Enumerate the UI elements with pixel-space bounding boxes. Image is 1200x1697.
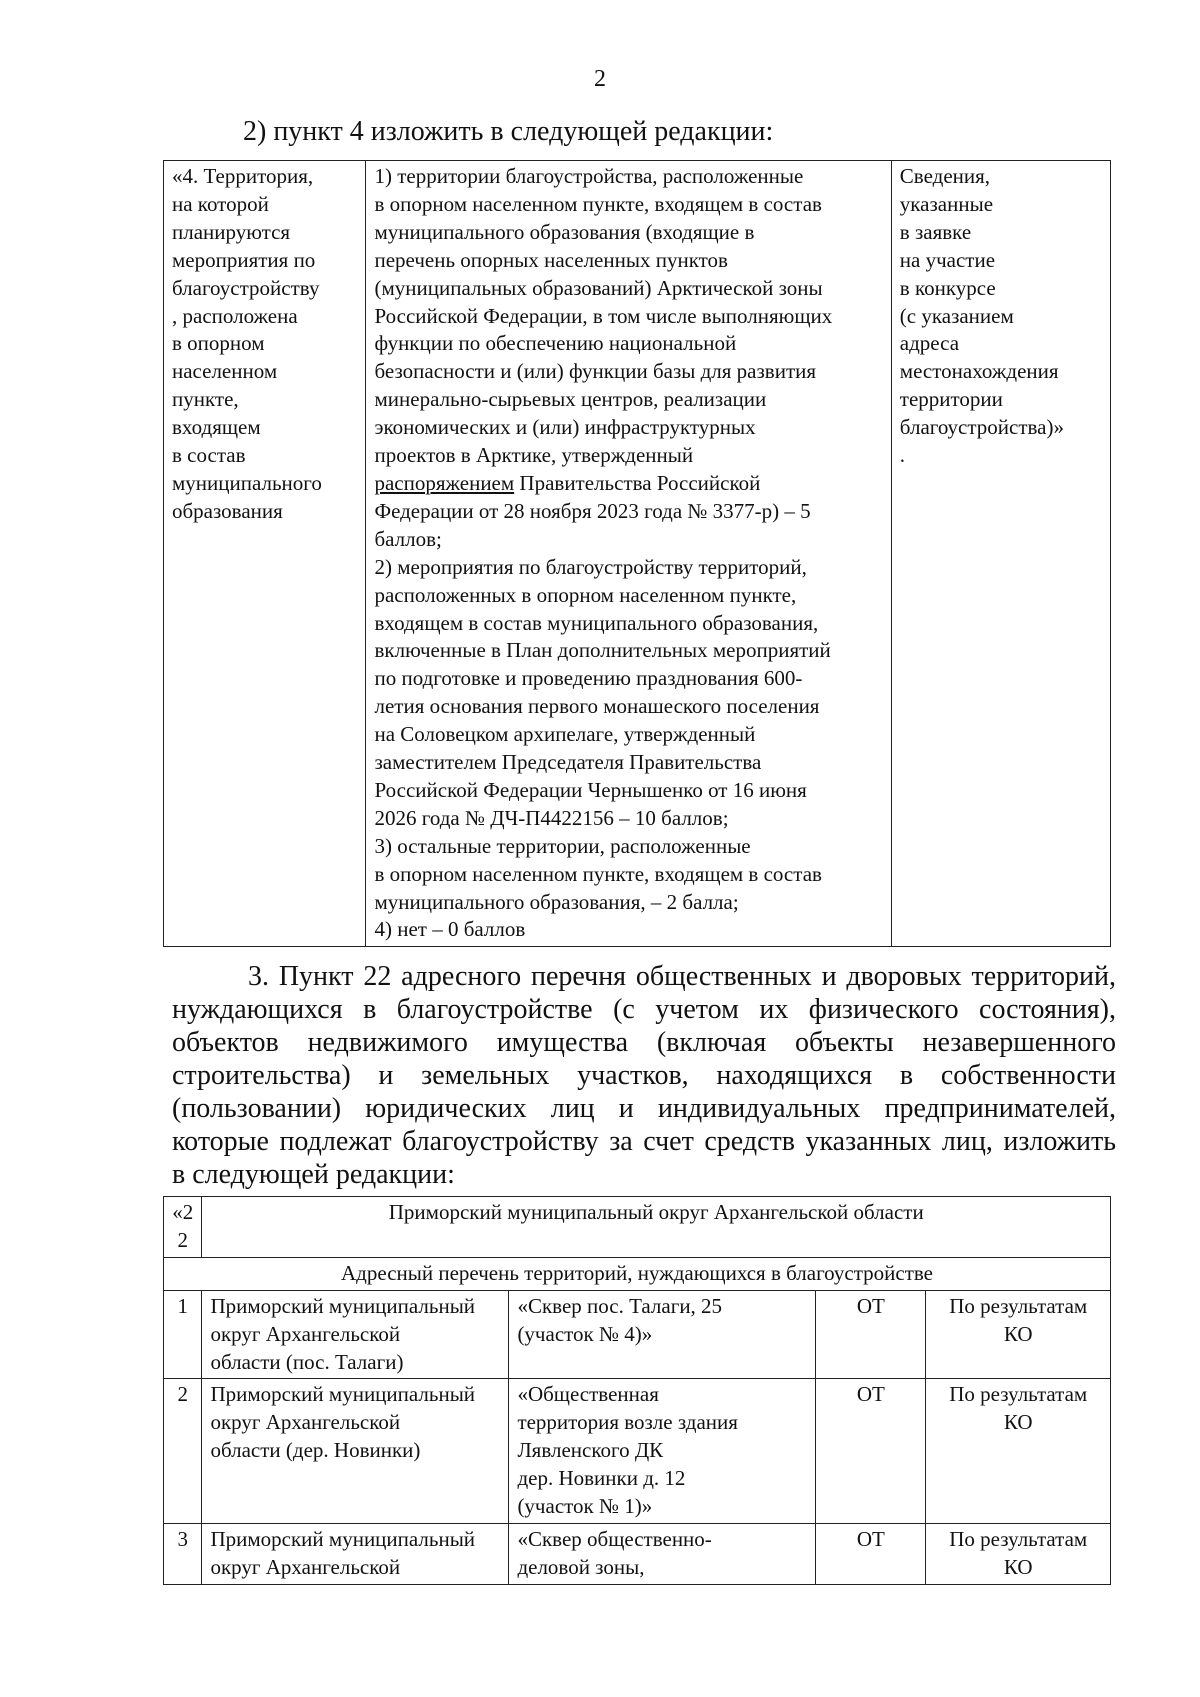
row-type: ОТ: [816, 1290, 926, 1379]
text-line: муниципального: [172, 470, 322, 495]
score-item-2: [374, 554, 882, 833]
text-line: проектов в Арктике, утвержденный: [374, 443, 694, 468]
paragraph-line: которые подлежат благоустройству за счет средств указанных лиц, изложить: [172, 1126, 1116, 1157]
criterion-name-cell: [164, 161, 366, 947]
text-line: области (пос. Талаги): [210, 1349, 404, 1374]
text-line: 1) территории благоустройства, расположенные: [374, 164, 804, 188]
table-row: [164, 1523, 1111, 1584]
text-line: функции по обеспечению национальной: [374, 331, 737, 356]
item-number-cell: «2 2: [164, 1197, 202, 1258]
text-line: безопасности и (или) функции базы для развития: [374, 359, 817, 384]
text-line: Лявленского ДК: [517, 1438, 664, 1463]
row-type: ОТ: [816, 1379, 926, 1524]
text-line: округ Архангельской: [210, 1410, 401, 1435]
row-result: [926, 1523, 1111, 1584]
text-line: на участие: [899, 247, 996, 272]
row-result: [926, 1379, 1111, 1524]
address-list-table: [163, 1196, 1111, 1585]
text-line: минерально-сырьевых центров, реализации: [374, 387, 767, 412]
row-municipality: [202, 1523, 509, 1584]
row-result: [926, 1290, 1111, 1379]
text-line: «4. Территория,: [172, 164, 314, 188]
decree-link-tail: Правительства Российской: [514, 470, 761, 495]
decree-link[interactable]: распоряжением: [374, 470, 515, 495]
text-line: Приморский муниципальный: [210, 1526, 476, 1551]
text-line: По результатам: [949, 1526, 1088, 1551]
text-line: указанные: [899, 191, 994, 216]
text-line: дер. Новинки д. 12: [517, 1466, 686, 1491]
page-number: 2: [594, 66, 606, 92]
text-line: по подготовке и проведению празднования 600-: [374, 666, 803, 691]
text-line: баллов;: [374, 526, 442, 551]
text-line: Российской Федерации, в том числе выполняющих: [374, 303, 833, 328]
text-line: округ Архангельской: [210, 1321, 401, 1346]
text-line: образования: [172, 498, 283, 523]
text-line: входящем: [172, 415, 261, 440]
text-line: деловой зоны,: [517, 1554, 645, 1579]
text-line: КО: [1003, 1321, 1033, 1346]
score-item-3: [374, 833, 882, 917]
text-line: населенном: [172, 359, 278, 384]
text-line: (с указанием: [899, 303, 1014, 328]
paragraph-3-last-line: в следующей редакции:: [172, 1159, 455, 1190]
text-line: (участок № 1)»: [517, 1494, 653, 1519]
paragraph-line: объектов недвижимого имущества (включая объекты незавершенного: [172, 1027, 1116, 1058]
row-object: [509, 1523, 816, 1584]
text-line: Федерации от 28 ноября 2023 года № 3377-р) – 5: [374, 498, 811, 523]
text-line: летия основания первого монашеского поселения: [374, 694, 820, 719]
paragraph-line: строительства) и земельных участков, находящихся в собственности: [172, 1060, 1116, 1091]
text-line: «Общественная: [517, 1382, 659, 1407]
table-row: [164, 1379, 1111, 1524]
text-line: расположенных в опорном населенном пункте,: [374, 582, 797, 607]
list-subtitle-cell: Адресный перечень территорий, нуждающихся в благоустройстве: [164, 1257, 1111, 1290]
text-line: Российской Федерации Чернышенко от 16 июня: [374, 777, 807, 802]
text-line: муниципального образования (входящие в: [374, 219, 755, 244]
score-item-4: 4) нет – 0 баллов: [374, 917, 526, 942]
text-line: благоустройству: [172, 275, 320, 300]
text-line: 2) мероприятия по благоустройству территорий,: [374, 554, 807, 579]
row-number: 2: [164, 1379, 202, 1524]
paragraph-line: нуждающихся в благоустройстве (с учетом их физического состояния),: [172, 994, 1116, 1025]
text-line: входящем в состав муниципального образования,: [374, 610, 819, 635]
text-line: округ Архангельской: [210, 1554, 401, 1579]
text-line: пункте,: [172, 387, 239, 412]
district-title-cell: Приморский муниципальный округ Архангельской области: [202, 1197, 1111, 1258]
score-item-1: [374, 163, 882, 554]
row-object: [509, 1379, 816, 1524]
text-line: в опорном населенном пункте, входящем в состав: [374, 861, 822, 886]
text-line: территория возле здания: [517, 1410, 738, 1435]
paragraph-line: (пользовании) юридических лиц и индивидуальных предпринимателей,: [172, 1093, 1116, 1124]
row-type: ОТ: [816, 1523, 926, 1584]
text-line: в состав: [172, 443, 246, 468]
row-object: [509, 1290, 816, 1379]
text-line: заместителем Председателя Правительства: [374, 750, 762, 775]
text-line: «Сквер пос. Талаги, 25: [517, 1293, 723, 1318]
text-line: Приморский муниципальный: [210, 1293, 476, 1318]
criterion-source-cell: [891, 161, 1110, 947]
text-line: области (дер. Новинки): [210, 1438, 421, 1463]
text-line: на Соловецком архипелаге, утвержденный: [374, 722, 756, 747]
text-line: КО: [1003, 1554, 1033, 1579]
table-row: [164, 1290, 1111, 1379]
text-line: муниципального образования, – 2 балла;: [374, 889, 739, 914]
text-line: экономических и (или) инфраструктурных: [374, 415, 756, 440]
text-line: мероприятия по: [172, 247, 316, 272]
row-municipality: [202, 1379, 509, 1524]
text-line: (муниципальных образований) Арктической зоны: [374, 275, 823, 300]
text-line: По результатам: [949, 1293, 1088, 1318]
text-line: 2026 года № ДЧ-П4422156 – 10 баллов;: [374, 805, 729, 830]
text-line: КО: [1003, 1410, 1033, 1435]
criteria-table: [163, 160, 1111, 947]
text-line: местонахождения: [899, 359, 1059, 384]
text-line: в опорном: [172, 331, 265, 356]
text-line: перечень опорных населенных пунктов: [374, 247, 728, 272]
criterion-scores-cell: [366, 161, 891, 947]
text-line: территории: [899, 387, 1003, 412]
text-line: Сведения,: [899, 164, 991, 188]
text-line: на которой: [172, 191, 269, 216]
text-line: .: [899, 443, 906, 468]
text-line: в опорном населенном пункте, входящем в состав: [374, 191, 822, 216]
text-line: планируются: [172, 219, 291, 244]
row-number: 1: [164, 1290, 202, 1379]
text-line: включенные в План дополнительных мероприятий: [374, 638, 831, 663]
paragraph-3: [172, 960, 1116, 1191]
paragraph-3-lines: [172, 960, 1116, 1158]
text-line: Приморский муниципальный: [210, 1382, 476, 1407]
text-line: (участок № 4)»: [517, 1321, 653, 1346]
amendment-heading: 2) пункт 4 изложить в следующей редакции:: [243, 116, 774, 147]
row-number: 3: [164, 1523, 202, 1584]
text-line: в конкурсе: [899, 275, 996, 300]
paragraph-line: 3. Пункт 22 адресного перечня общественных и дворовых территорий,: [248, 961, 1116, 992]
row-municipality: [202, 1290, 509, 1379]
text-line: в заявке: [899, 219, 972, 244]
text-line: , расположена: [172, 303, 298, 328]
text-line: «Сквер общественно-: [517, 1526, 712, 1551]
text-line: По результатам: [949, 1382, 1088, 1407]
text-line: адреса: [899, 331, 960, 356]
text-line: благоустройства)»: [899, 415, 1064, 440]
text-line: 3) остальные территории, расположенные: [374, 833, 751, 858]
